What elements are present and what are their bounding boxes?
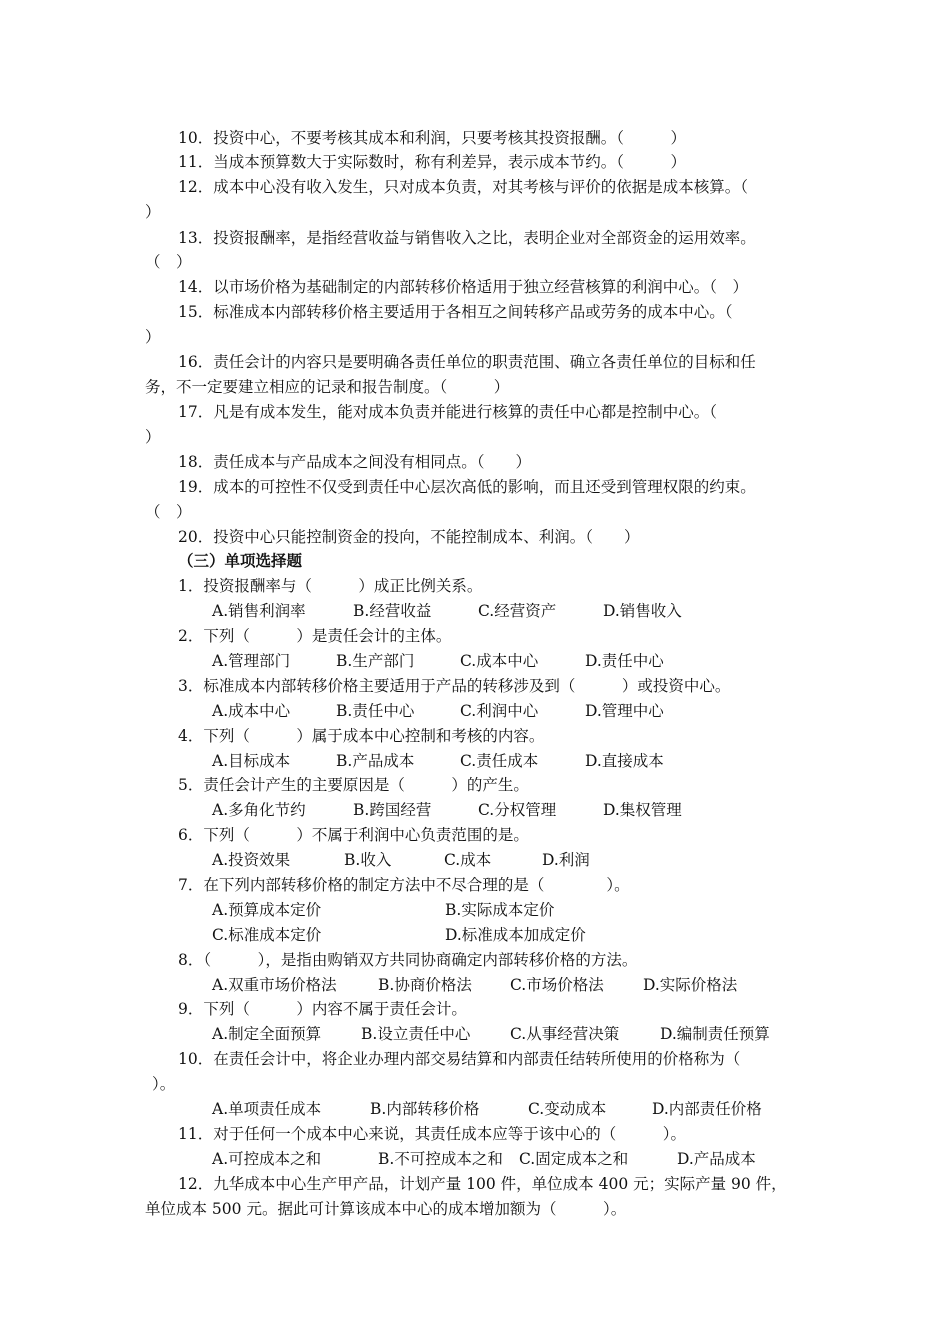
- tf-item-11: 11．当成本预算数大于实际数时，称有利差异，表示成本节约。（ ）: [178, 153, 686, 171]
- mc6-option-d: D.利润: [542, 851, 590, 869]
- mc6-option-b: B.收入: [344, 851, 392, 869]
- tf-item-19-cont: （ ）: [145, 503, 192, 521]
- mc-question-11: 11．对于任何一个成本中心来说，其责任成本应等于该中心的（ ）。: [178, 1125, 686, 1143]
- mc-question-10: 10．在责任会计中，将企业办理内部交易结算和内部责任结转所使用的价格称为（: [178, 1050, 741, 1068]
- mc4-option-a: A.目标成本: [212, 752, 291, 770]
- mc3-option-d: D.管理中心: [585, 702, 664, 720]
- mc5-option-b: B.跨国经营: [353, 801, 432, 819]
- mc1-option-b: B.经营收益: [353, 602, 432, 620]
- mc-question-9: 9．下列（ ）内容不属于责任会计。: [178, 1000, 467, 1018]
- mc7-option-c: C.标准成本定价: [212, 926, 322, 944]
- tf-item-15-cont: ）: [145, 328, 161, 346]
- mc11-option-b: B.不可控成本之和: [378, 1150, 503, 1168]
- mc8-option-b: B.协商价格法: [378, 976, 472, 994]
- mc-question-12: 12．九华成本中心生产甲产品，计划产量 100 件，单位成本 400 元；实际产量 90 件，: [178, 1175, 787, 1193]
- mc9-option-a: A.制定全面预算: [212, 1025, 322, 1043]
- mc9-option-b: B.设立责任中心: [361, 1025, 471, 1043]
- mc-question-6: 6．下列（ ）不属于利润中心负责范围的是。: [178, 826, 529, 844]
- tf-item-10: 10．投资中心，不要考核其成本和利润，只要考核其投资报酬。（ ）: [178, 129, 686, 147]
- mc-question-10-cont: ）。: [152, 1075, 176, 1093]
- tf-item-17-cont: ）: [145, 428, 161, 446]
- tf-item-13-cont: （ ）: [145, 253, 192, 271]
- mc8-option-d: D.实际价格法: [643, 976, 738, 994]
- mc3-option-c: C.利润中心: [460, 702, 539, 720]
- mc10-option-a: A.单项责任成本: [212, 1100, 322, 1118]
- mc-question-2: 2．下列（ ）是责任会计的主体。: [178, 627, 452, 645]
- mc6-option-c: C.成本: [444, 851, 492, 869]
- mc7-option-a: A.预算成本定价: [212, 901, 322, 919]
- mc9-option-d: D.编制责任预算: [660, 1025, 770, 1043]
- mc8-option-c: C.市场价格法: [510, 976, 604, 994]
- mc10-option-b: B.内部转移价格: [370, 1100, 480, 1118]
- mc1-option-d: D.销售收入: [603, 602, 682, 620]
- mc7-option-d: D.标准成本加成定价: [445, 926, 586, 944]
- mc1-option-a: A.销售利润率: [212, 602, 306, 620]
- tf-item-19: 19．成本的可控性不仅受到责任中心层次高低的影响，而且还受到管理权限的约束。: [178, 478, 756, 496]
- mc1-option-c: C.经营资产: [478, 602, 557, 620]
- tf-item-18: 18．责任成本与产品成本之间没有相同点。（ ）: [178, 453, 531, 471]
- tf-item-20: 20．投资中心只能控制资金的投向，不能控制成本、利润。（ ）: [178, 528, 640, 546]
- mc7-option-b: B.实际成本定价: [445, 901, 555, 919]
- mc8-option-a: A.双重市场价格法: [212, 976, 337, 994]
- tf-item-12: 12．成本中心没有收入发生，只对成本负责，对其考核与评价的依据是成本核算。（: [178, 178, 748, 196]
- tf-item-12-cont: ）: [145, 203, 161, 221]
- mc4-option-c: C.责任成本: [460, 752, 539, 770]
- mc2-option-a: A.管理部门: [212, 652, 291, 670]
- mc3-option-a: A.成本中心: [212, 702, 291, 720]
- mc9-option-c: C.从事经营决策: [510, 1025, 620, 1043]
- mc11-option-d: D.产品成本: [677, 1150, 756, 1168]
- mc-question-8: 8．（ ），是指由购销双方共同协商确定内部转移价格的方法。: [178, 951, 638, 969]
- mc10-option-c: C.变动成本: [528, 1100, 607, 1118]
- mc5-option-c: C.分权管理: [478, 801, 557, 819]
- tf-item-16: 16．责任会计的内容只是要明确各责任单位的职责范围、确立各责任单位的目标和任: [178, 353, 756, 371]
- tf-item-14: 14．以市场价格为基础制定的内部转移价格适用于独立经营核算的利润中心。（ ）: [178, 278, 748, 296]
- mc-question-5: 5．责任会计产生的主要原因是（ ）的产生。: [178, 776, 529, 794]
- mc2-option-c: C.成本中心: [460, 652, 539, 670]
- mc5-option-d: D.集权管理: [603, 801, 682, 819]
- mc11-option-a: A.可控成本之和: [212, 1150, 322, 1168]
- section-title: （三）单项选择题: [178, 551, 303, 570]
- mc4-option-b: B.产品成本: [336, 752, 415, 770]
- mc-question-7: 7．在下列内部转移价格的制定方法中不尽合理的是（ ）。: [178, 876, 630, 894]
- mc-question-1: 1．投资报酬率与（ ）成正比例关系。: [178, 577, 483, 595]
- mc-question-3: 3．标准成本内部转移价格主要适用于产品的转移涉及到（ ）或投资中心。: [178, 677, 731, 695]
- tf-item-13: 13．投资报酬率，是指经营收益与销售收入之比，表明企业对全部资金的运用效率。: [178, 229, 756, 247]
- mc2-option-b: B.生产部门: [336, 652, 415, 670]
- mc6-option-a: A.投资效果: [212, 851, 291, 869]
- mc-question-12-cont: 单位成本 500 元。据此可计算该成本中心的成本增加额为（ ）。: [145, 1200, 627, 1218]
- mc2-option-d: D.责任中心: [585, 652, 664, 670]
- tf-item-16-cont: 务，不一定要建立相应的记录和报告制度。（ ）: [145, 378, 510, 396]
- mc-question-4: 4．下列（ ）属于成本中心控制和考核的内容。: [178, 727, 545, 745]
- mc3-option-b: B.责任中心: [336, 702, 415, 720]
- mc5-option-a: A.多角化节约: [212, 801, 306, 819]
- mc11-option-c: C.固定成本之和: [519, 1150, 629, 1168]
- mc10-option-d: D.内部责任价格: [652, 1100, 762, 1118]
- mc4-option-d: D.直接成本: [585, 752, 664, 770]
- tf-item-15: 15．标准成本内部转移价格主要适用于各相互之间转移产品或劳务的成本中心。（: [178, 303, 733, 321]
- tf-item-17: 17．凡是有成本发生，能对成本负责并能进行核算的责任中心都是控制中心。（: [178, 403, 717, 421]
